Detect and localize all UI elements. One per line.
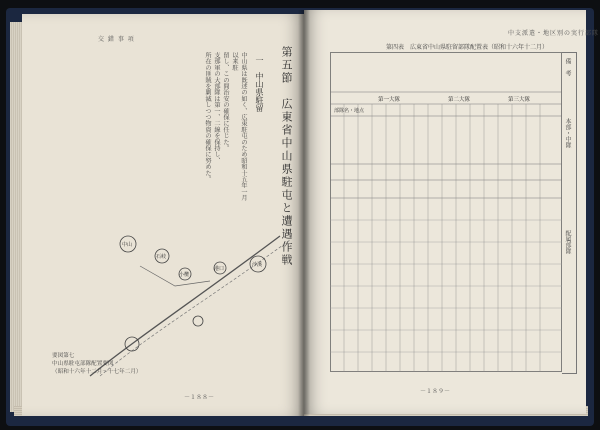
table-columns [344,104,540,372]
row-header: 部隊名・地点 [334,108,365,114]
right-running-head: 中支派遣・地区別の実行部隊 [508,30,600,37]
unit-table [330,52,562,372]
section-heading: 一 中山県駐留 [255,56,264,112]
town-label: 小欖 [179,272,190,278]
side-label: 備 考 [564,58,571,76]
side-label: 配属部隊 [564,230,571,254]
chapter-title: 第五節 広東省中山県駐屯と遭遇作戦 [280,46,293,267]
remarks-column [562,52,577,374]
town-marker [193,316,203,326]
left-folio: －１８８－ [184,394,215,401]
column-header: 第三大隊 [508,97,531,103]
town-label: 石岐 [156,254,167,260]
body-line: 支那軍の大部隊は第一、二線を保持し、 [213,52,220,164]
left-running-head: 交 錯 事 項 [98,36,135,43]
book-gutter [298,10,310,416]
side-label: 本部・中隊 [564,118,571,148]
right-folio: －１８９－ [420,388,451,395]
map-caption [52,352,142,376]
caption-line: 要図第七 [52,353,75,359]
table-title: 第四表 広東省中山県駐留部隊配置表（昭和十六年十二月） [386,44,549,51]
left-body-text [120,52,248,202]
town-label: 沙溪 [252,262,263,268]
column-header: 第二大隊 [448,97,471,103]
caption-line: （昭和十六年十二月〜十七年二月） [52,369,142,375]
route-line [140,266,210,286]
town-label: 港口 [214,266,225,272]
body-line: 中山県は既述の如く、広東駐屯のため昭和十五年一月以来駐 [231,52,247,201]
caption-line: 中山県駐屯部隊配置要図 [52,361,114,367]
column-header: 第一大隊 [378,97,401,103]
town-label: 中山 [122,242,133,248]
body-line: 所在の匪賊を剿滅しつつ物資の確保に努めた。 [204,52,211,183]
body-line: 留し、この間治安の確保に任じた。 [222,52,229,152]
